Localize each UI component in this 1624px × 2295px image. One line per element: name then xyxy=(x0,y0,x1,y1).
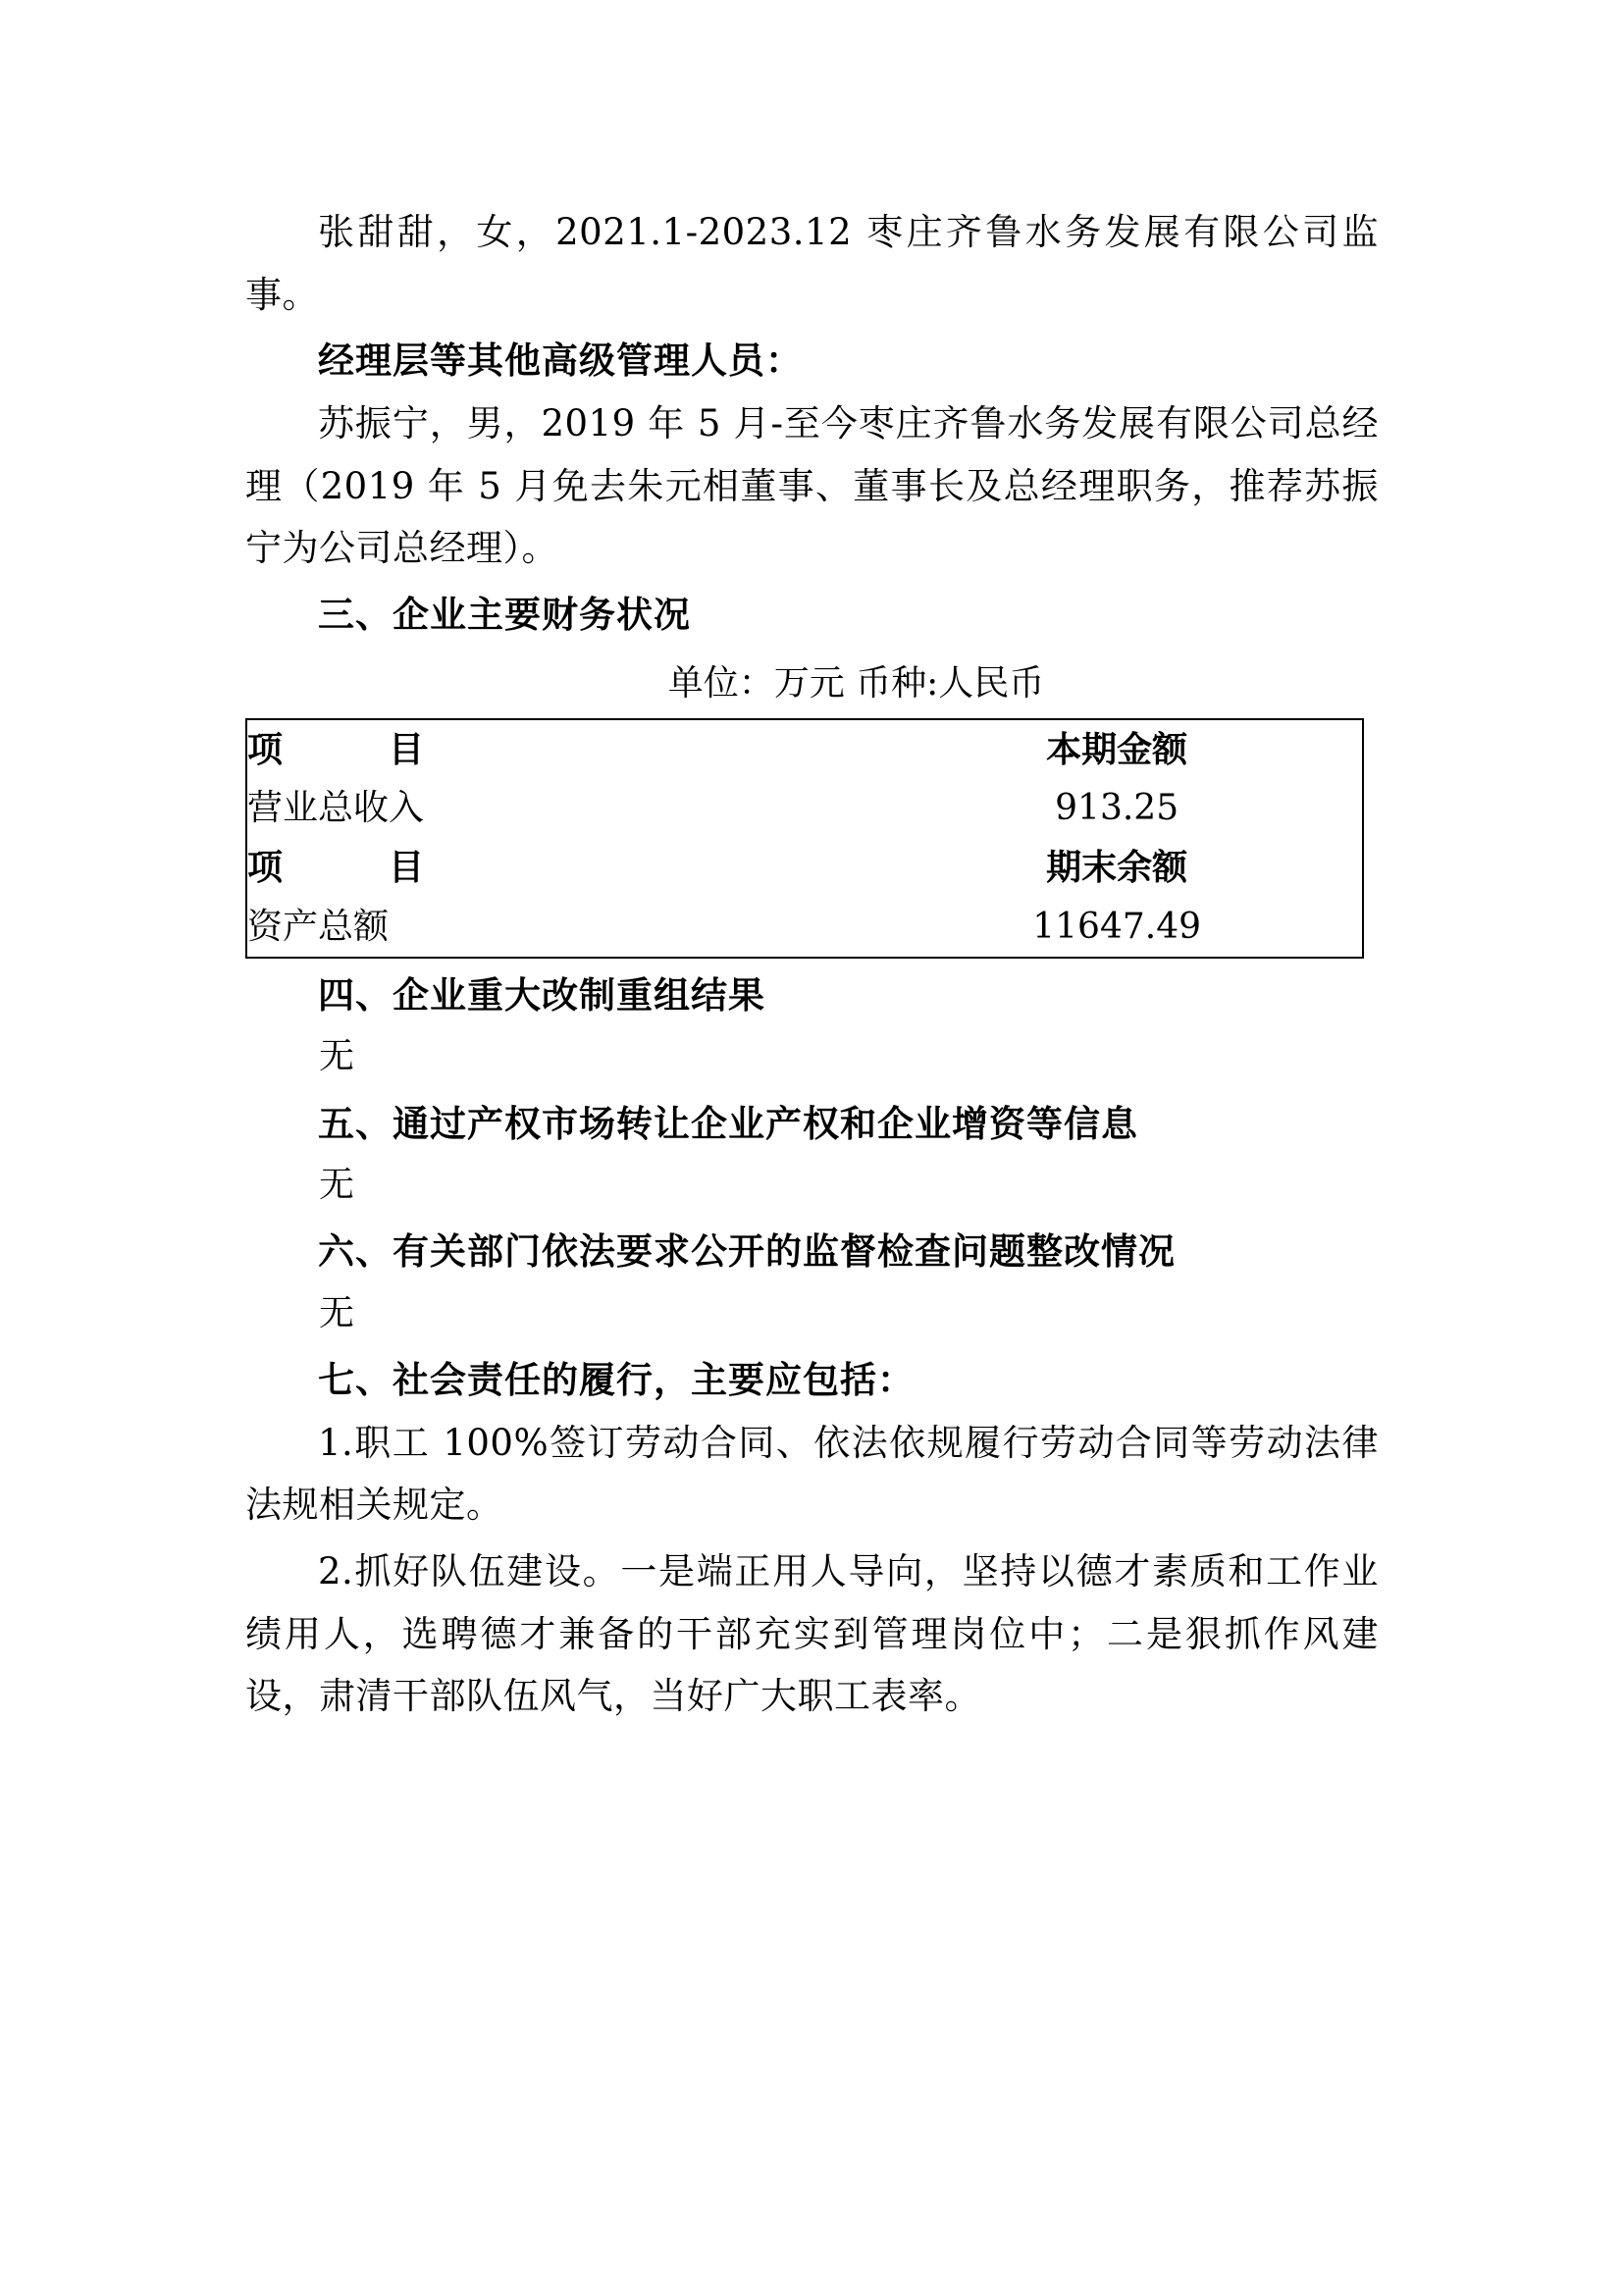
body-section-four: 无 xyxy=(319,1036,355,1077)
heading-section-seven: 七、社会责任的履行，主要应包括： xyxy=(318,1358,915,1402)
table-cell-revenue-value: 913.25 xyxy=(1055,788,1179,829)
table-row xyxy=(246,898,1363,958)
heading-section-six: 六、有关部门依法要求公开的监督检查问题整改情况 xyxy=(318,1229,1176,1274)
table-cell-assets-value: 11647.49 xyxy=(1032,906,1202,947)
section-seven-item-1: 1.职工 100%签订劳动合同、依法依规履行劳动合同等劳动法律法规相关规定。 xyxy=(245,1421,1379,1527)
section-seven-item-2: 2.抓好队伍建设。一是端正用人导向，坚持以德才素质和工作业绩用人，选聘德才兼备的干部充实到管理岗位中；二是狠抓作风建设，肃清干部队伍风气，当好广大职工表率。 xyxy=(245,1550,1379,1718)
table-header-current-amount: 本期金额 xyxy=(1046,728,1188,770)
table-unit-label: 单位：万元 币种:人民币 xyxy=(667,663,1045,704)
paragraph-su: 苏振宁，男，2019 年 5 月-至今枣庄齐鲁水务发展有限公司总经理（2019 年 5 月免去朱元相董事、董事长及总经理职务，推荐苏振宁为公司总经理）。 xyxy=(245,401,1379,570)
body-section-six: 无 xyxy=(319,1292,355,1333)
table-row xyxy=(246,719,1363,779)
heading-manager-level: 经理层等其他高级管理人员： xyxy=(318,339,803,383)
financial-table xyxy=(245,718,1364,959)
table-header-item-2: 项 目 xyxy=(247,847,437,889)
table-header-item: 项 目 xyxy=(247,728,437,770)
table-cell-assets-label: 资产总额 xyxy=(247,906,390,947)
table-cell-revenue-label: 营业总收入 xyxy=(247,788,425,829)
paragraph-zhang: 张甜甜，女，2021.1-2023.12 枣庄齐鲁水务发展有限公司监事。 xyxy=(245,211,1379,316)
heading-section-four: 四、企业重大改制重组结果 xyxy=(318,972,765,1017)
table-row xyxy=(246,838,1363,897)
heading-section-five: 五、通过产权市场转让企业产权和企业增资等信息 xyxy=(318,1101,1138,1145)
table-row xyxy=(246,779,1363,838)
table-header-ending-balance: 期末余额 xyxy=(1046,847,1188,889)
heading-section-three: 三、企业主要财务状况 xyxy=(318,592,691,636)
body-section-five: 无 xyxy=(319,1165,355,1206)
